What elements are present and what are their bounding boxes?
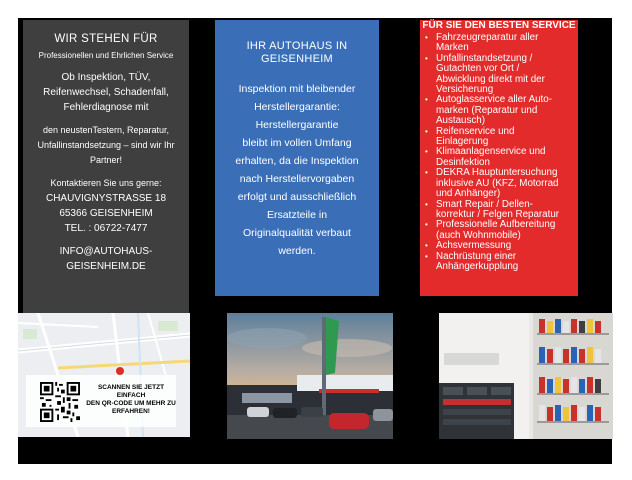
service-item [420,168,578,199]
qr-instruction [84,384,178,416]
panel1-title: WIR STEHEN FÜR [54,33,158,45]
service-item-line: • Fahrzeugreparatur aller [436,32,539,43]
service-item-line: marken (Reparatur und [436,104,538,116]
service-item-line: inklusive AU (KFZ, Motorrad [436,177,559,189]
service-item-line: und Anhänger) [436,188,501,200]
service-item-line: • Unfallinstandsetzung / [436,52,533,64]
location-pin-icon [116,367,124,375]
workshop-photo [439,313,613,439]
body-line: Herstellergarantie [255,119,339,131]
title-line: IHR AUTOHAUS IN [246,40,348,52]
qr-line: DEN QR-CODE UM MEHR ZU [86,400,176,407]
qr-line: ERFAHREN! [112,408,150,415]
panel2-body [215,80,379,260]
text-line: Unfallinstandsetzung – sind wir Ihr [37,140,175,150]
dealership-photo [227,313,393,439]
body-line: Ersatzteile in [266,209,328,221]
qr-code[interactable] [40,382,80,422]
service-item [420,241,578,251]
body-line: Originalqualität verbaut [243,227,351,239]
service-item [420,200,578,221]
service-item-line: Austausch) [436,115,486,127]
panel-best-service [420,20,578,296]
email-line[interactable]: INFO@AUTOHAUS- [59,246,153,257]
title-line: GEISENHEIM [260,53,334,65]
service-item-line: • Smart Repair / Dellen- [436,198,533,210]
service-item [420,33,578,54]
body-line: werden. [278,245,316,257]
panel-autohaus [215,20,379,296]
qr-line: SCANNEN SIE JETZT EINFACH [97,384,165,399]
service-item-line: Gutachten vor Ort / [436,63,520,75]
service-item-line: Versicherung [436,84,494,96]
body-line: nach Herstellervorgaben [239,173,355,185]
text-line: Partner! [89,155,122,165]
service-item-line: • Nachrüstung einer [436,250,517,262]
body-line: bleibt im vollen Umfang [242,137,352,149]
service-item-line: Desinfektion [436,156,490,168]
panel1-email[interactable] [23,244,189,274]
text-line: Reifenwechsel, Schadenfall, [43,87,169,98]
service-item-line: • Klimaanlagenservice und [436,146,546,158]
contact-city: 65366 GEISENHEIM [59,208,153,219]
service-item [420,54,578,96]
panel3-title: FÜR SIE DEN BESTEN SERVICE [422,20,576,31]
panel1-subtitle: Professionellen und Ehrlichen Service [38,51,174,60]
panel1-partner-text [23,123,189,168]
service-item-line: • Professionelle Aufbereitung [436,219,556,231]
contact-intro: Kontaktieren Sie uns gerne: [50,178,162,188]
body-line: Inspektion mit bleibender [238,83,356,95]
service-item [420,127,578,148]
service-item [420,147,578,168]
contact-street: CHAUVIGNYSTRASSE 18 [45,193,167,204]
email-line[interactable]: GEISENHEIM.DE [66,261,146,272]
service-item [420,252,578,273]
service-item [420,220,578,241]
body-line: erfolgt und ausschließlich [237,191,357,203]
service-item-line: (auch Wohnmobile) [436,229,521,241]
service-item-line: • DEKRA Hauptuntersuchung [436,167,558,179]
service-item-line: • Achsvermessung [436,240,512,252]
service-item-line: korrektur / Felgen Reparatur [436,208,560,220]
service-item-line: Anhängerkupplung [436,260,519,272]
text-line: den neustenTestern, Reparatur, [42,125,170,135]
panel2-title [215,40,379,66]
panel1-services-text [23,70,189,115]
text-line: Fehlerdiagnose mit [63,102,149,113]
body-line: erhalten, da die Inspektion [235,155,359,167]
service-list [420,33,578,272]
text-line: Ob Inspektion, TÜV, [61,72,151,83]
service-item-line: Abwicklung direkt mit der [436,73,545,85]
location-map[interactable] [18,313,190,437]
panel1-contact [23,176,189,236]
contact-phone: TEL. : 06722-7477 [64,223,148,234]
service-item-line: • Reifenservice und [436,125,515,137]
service-item-line: Einlagerung [436,136,489,148]
service-item [420,95,578,126]
body-line: Herstellergarantie: [254,101,340,113]
service-item-line: Marken [436,42,469,54]
service-item-line: • Autoglasservice aller Auto- [436,94,552,106]
